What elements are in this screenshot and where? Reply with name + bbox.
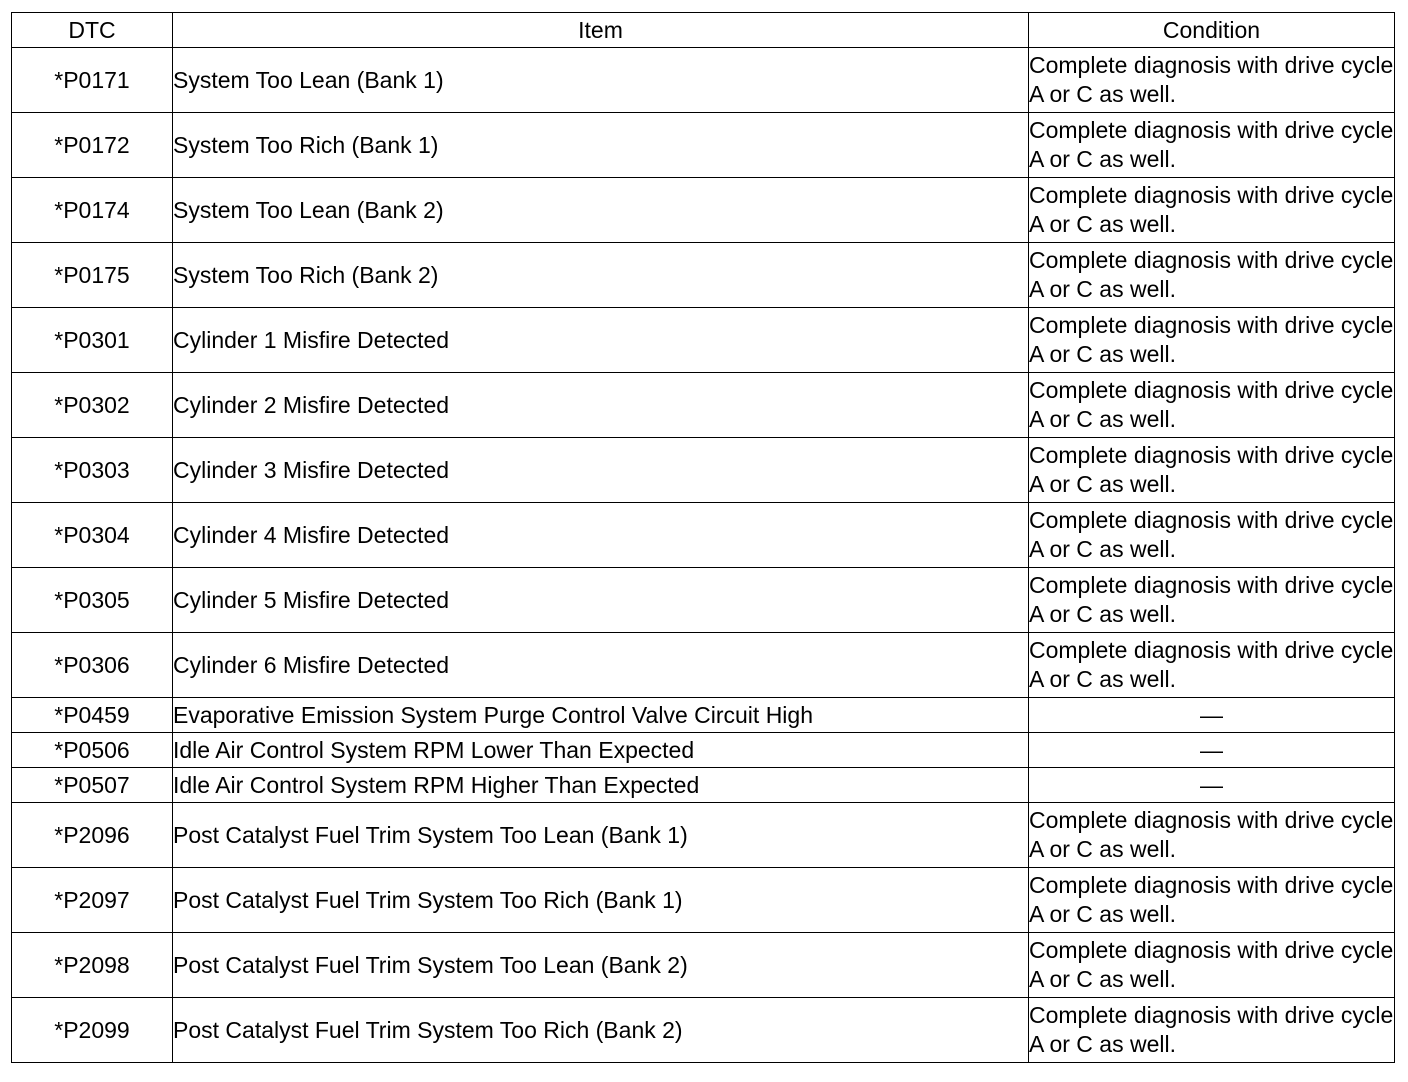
dtc-code: *P0301 [12,308,173,373]
header-dtc: DTC [12,13,173,48]
dtc-code: *P0302 [12,373,173,438]
item-description: System Too Lean (Bank 1) [173,48,1029,113]
condition-text: Complete diagnosis with drive cycle A or C as well. [1029,438,1395,503]
item-description: Cylinder 4 Misfire Detected [173,503,1029,568]
dtc-code: *P2097 [12,868,173,933]
condition-text: Complete diagnosis with drive cycle A or C as well. [1029,308,1395,373]
table-row [12,733,1395,768]
condition-text: Complete diagnosis with drive cycle A or C as well. [1029,568,1395,633]
dtc-code: *P0507 [12,768,173,803]
condition-text: Complete diagnosis with drive cycle A or C as well. [1029,503,1395,568]
condition-text: Complete diagnosis with drive cycle A or C as well. [1029,868,1395,933]
condition-text: — [1029,733,1395,768]
item-description: Post Catalyst Fuel Trim System Too Lean (Bank 2) [173,933,1029,998]
table-row [12,933,1395,998]
table-row [12,568,1395,633]
table-row [12,868,1395,933]
table-row [12,503,1395,568]
item-description: Evaporative Emission System Purge Control Valve Circuit High [173,698,1029,733]
dtc-code: *P0304 [12,503,173,568]
table-row [12,243,1395,308]
item-description: Post Catalyst Fuel Trim System Too Rich (Bank 2) [173,998,1029,1063]
table-row [12,48,1395,113]
table-row [12,768,1395,803]
item-description: Post Catalyst Fuel Trim System Too Rich (Bank 1) [173,868,1029,933]
item-description: System Too Rich (Bank 2) [173,243,1029,308]
table-row [12,113,1395,178]
item-description: Idle Air Control System RPM Higher Than Expected [173,768,1029,803]
item-description: Idle Air Control System RPM Lower Than Expected [173,733,1029,768]
condition-text: Complete diagnosis with drive cycle A or C as well. [1029,373,1395,438]
dtc-code: *P0459 [12,698,173,733]
table-row [12,438,1395,503]
table-row [12,178,1395,243]
dtc-code: *P2098 [12,933,173,998]
condition-text: Complete diagnosis with drive cycle A or C as well. [1029,998,1395,1063]
dtc-code: *P0305 [12,568,173,633]
condition-text: Complete diagnosis with drive cycle A or C as well. [1029,803,1395,868]
condition-text: — [1029,698,1395,733]
table-row [12,698,1395,733]
header-row [12,13,1395,48]
table-row [12,998,1395,1063]
table-row [12,803,1395,868]
condition-text: Complete diagnosis with drive cycle A or C as well. [1029,48,1395,113]
condition-text: Complete diagnosis with drive cycle A or C as well. [1029,933,1395,998]
condition-text: — [1029,768,1395,803]
header-item: Item [173,13,1029,48]
dtc-code: *P2099 [12,998,173,1063]
dtc-code: *P2096 [12,803,173,868]
item-description: Cylinder 1 Misfire Detected [173,308,1029,373]
condition-text: Complete diagnosis with drive cycle A or C as well. [1029,243,1395,308]
item-description: Cylinder 6 Misfire Detected [173,633,1029,698]
item-description: System Too Rich (Bank 1) [173,113,1029,178]
table-row [12,633,1395,698]
dtc-code: *P0171 [12,48,173,113]
dtc-code: *P0172 [12,113,173,178]
condition-text: Complete diagnosis with drive cycle A or C as well. [1029,113,1395,178]
dtc-code: *P0506 [12,733,173,768]
item-description: Post Catalyst Fuel Trim System Too Lean (Bank 1) [173,803,1029,868]
header-condition: Condition [1029,13,1395,48]
dtc-code: *P0306 [12,633,173,698]
table-body [12,48,1395,1063]
dtc-code: *P0174 [12,178,173,243]
item-description: Cylinder 2 Misfire Detected [173,373,1029,438]
item-description: System Too Lean (Bank 2) [173,178,1029,243]
item-description: Cylinder 3 Misfire Detected [173,438,1029,503]
dtc-table [11,12,1395,1063]
dtc-code: *P0303 [12,438,173,503]
dtc-code: *P0175 [12,243,173,308]
item-description: Cylinder 5 Misfire Detected [173,568,1029,633]
condition-text: Complete diagnosis with drive cycle A or C as well. [1029,633,1395,698]
condition-text: Complete diagnosis with drive cycle A or C as well. [1029,178,1395,243]
table-row [12,308,1395,373]
table-row [12,373,1395,438]
